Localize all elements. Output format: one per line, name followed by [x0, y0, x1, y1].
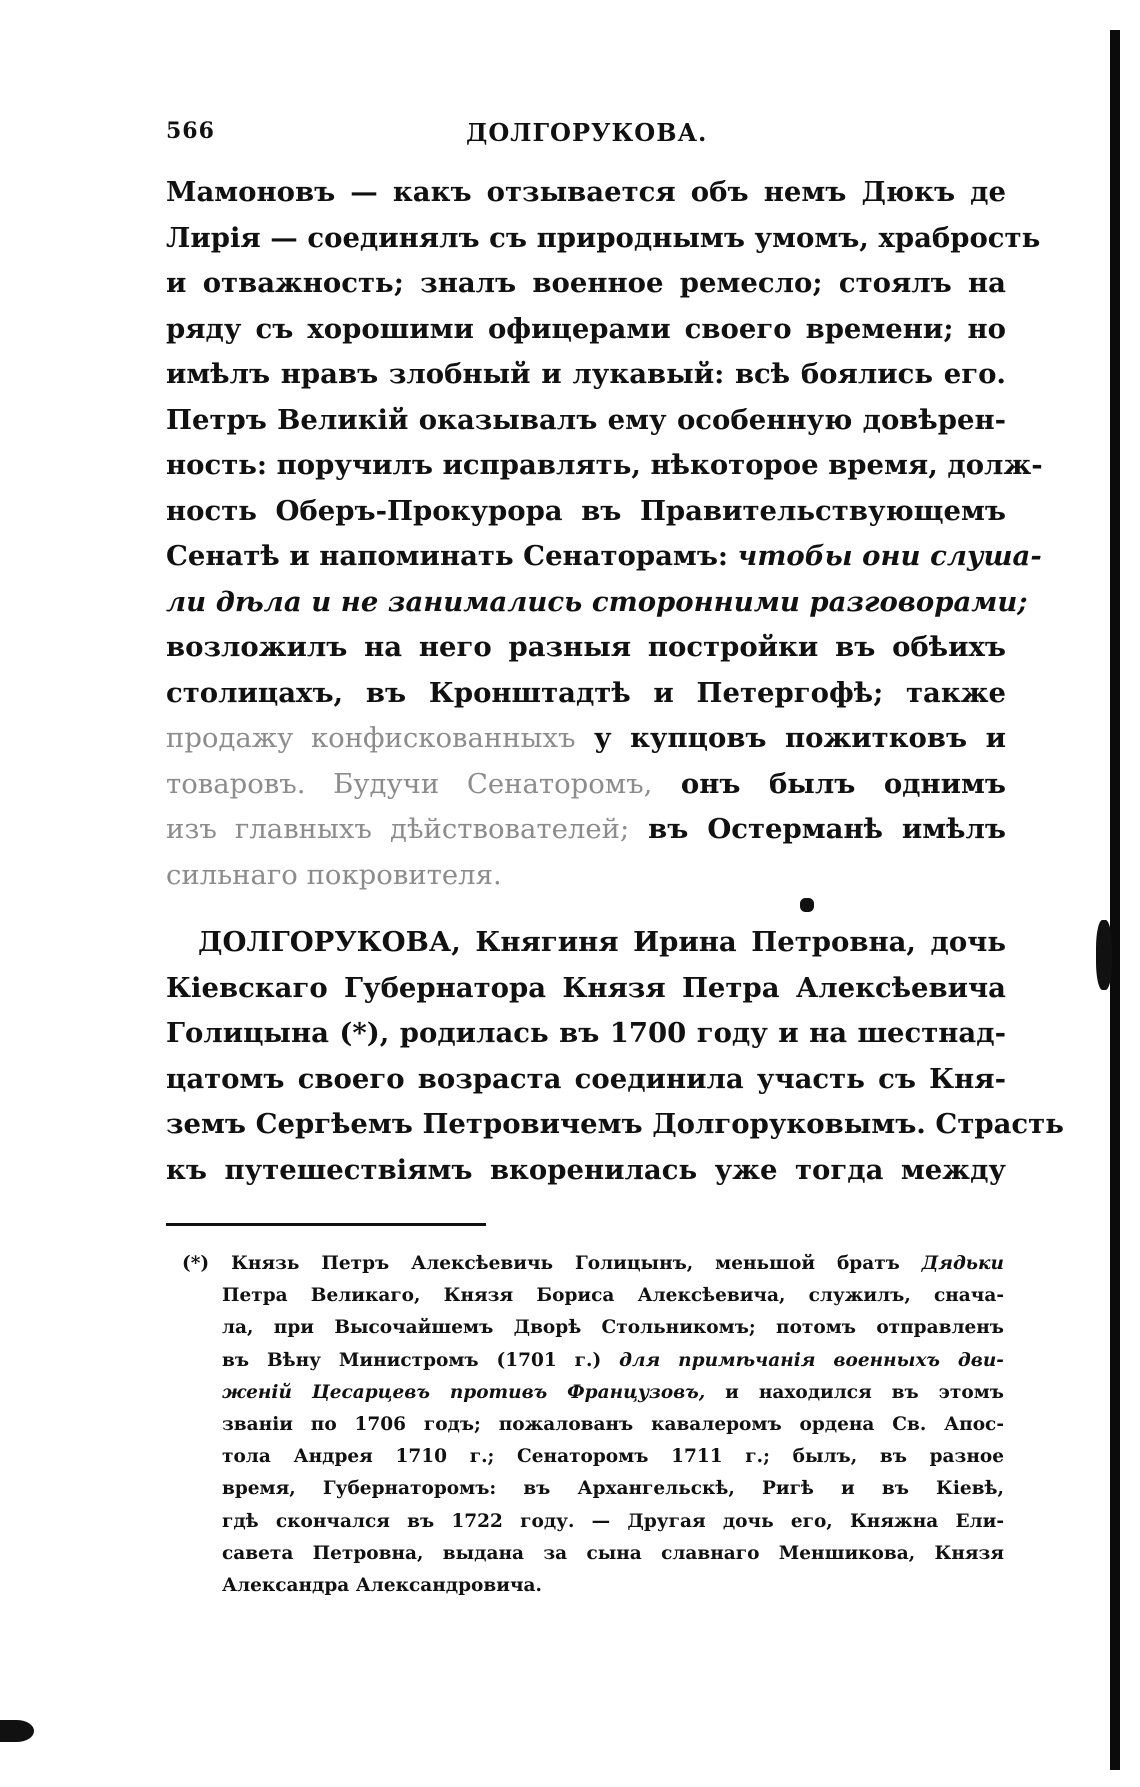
text-line: Лирія — соединялъ съ природнымъ умомъ, храбрость [166, 221, 1041, 254]
scan-artifact-blob [1096, 920, 1112, 990]
text-span: Сенатѣ и напоминать Сенаторамъ: [166, 540, 729, 572]
text-line [166, 807, 1006, 853]
text-line: возложилъ на него разныя постройки въ обѣихъ [166, 631, 1006, 663]
text-line: ность: поручилъ исправлять, нѣкоторое время, долж- [166, 449, 1043, 481]
footnote-line: Александра Александровича. [222, 1575, 542, 1597]
footnote-line [182, 1280, 1004, 1312]
text-line: ДОЛГОРУКОВА, Княгиня Ирина Петровна, дочь [198, 926, 1006, 958]
text-line: Кіевскаго Губернатора Князя Петра Алексѣевича [166, 971, 1006, 1004]
italic-text: женій Цесарцевъ противъ Французовъ, [222, 1381, 706, 1403]
italic-quote: ли дѣла и не занимались сторонними разговорами; [166, 585, 1028, 618]
text-line [166, 716, 1006, 762]
faded-text: продажу конфискованныхъ [166, 722, 576, 754]
footnote-line [182, 1248, 1004, 1280]
footnote-line: время, Губернаторомъ: въ Архангельскѣ, Ригѣ и въ Кіевѣ, [222, 1478, 1004, 1500]
footnote-line [182, 1345, 1004, 1377]
scan-artifact-mark [0, 1720, 34, 1742]
text-span: Князя Бориса Алексѣевича, служилъ, снача- [443, 1285, 1004, 1307]
scan-edge-shadow [1110, 30, 1120, 1770]
text-span: Петра Великаго, [222, 1285, 421, 1307]
text-line [166, 762, 1006, 808]
faded-text: изъ главныхъ дѣйствователей; [166, 813, 630, 845]
text-line: ность Оберъ-Прокурора въ Правительствующемъ [166, 494, 1006, 527]
italic-text: Дядьки [921, 1253, 1004, 1274]
footnote-line: гдѣ скончался въ 1722 году. — Другая дочь его, Княжна Ели- [222, 1510, 1004, 1532]
text-line: столицахъ, въ Кронштадтѣ и Петергофѣ; также [166, 676, 1006, 709]
italic-quote: чтобы они слуша- [737, 540, 1042, 572]
footnote-divider [166, 1223, 486, 1226]
footnote-line: савета Петровна, выдана за сына славнаго Меншикова, Князя [222, 1542, 1004, 1564]
footnote-line [182, 1377, 1004, 1409]
text-line: ряду съ хорошими офицерами своего времени; но [166, 312, 1006, 345]
text-span: (*) Князь Петръ Алексѣевичь Голицынъ, меньшой братъ [182, 1253, 900, 1274]
footnote-line: ла, при Высочайшемъ Дворѣ Стольникомъ; потомъ отправленъ [222, 1317, 1004, 1339]
text-span: и находился въ этомъ [725, 1381, 1004, 1403]
text-span: у купцовъ пожитковъ и [593, 722, 1006, 754]
paragraph-continuation [166, 170, 1043, 898]
text-span: въ Вѣну Министромъ (1701 г.) [222, 1349, 602, 1371]
running-head: ДОЛГОРУКОВА. [466, 118, 708, 147]
entry-paragraph [166, 920, 1064, 1193]
text-span: онъ былъ однимъ [680, 767, 1006, 800]
text-line: Петръ Великій оказывалъ ему особенную довѣрен- [166, 403, 1006, 436]
text-line: и отважность; зналъ военное ремесло; стоялъ на [166, 267, 1006, 299]
text-line [166, 534, 1042, 580]
text-line: цатомъ своего возраста соединила участь съ Кня- [166, 1062, 1006, 1095]
page-number: 566 [166, 118, 215, 144]
text-line: къ путешествіямъ вкоренилась уже тогда между [166, 1153, 1006, 1186]
text-span: въ Остерманѣ имѣлъ [648, 813, 1006, 845]
text-line: Мамоновъ — какъ отзывается объ немъ Дюкъ де [166, 176, 1006, 208]
footnote [182, 1248, 1004, 1602]
text-line: земъ Сергѣемъ Петровичемъ Долгоруковымъ. Страсть [166, 1108, 1064, 1140]
scan-artifact-blob [800, 898, 814, 912]
faded-text: сильнаго покровителя. [166, 858, 502, 891]
faded-text: товаровъ. Будучи Сенаторомъ, [166, 767, 653, 800]
text-line: Голицына (*), родилась въ 1700 году и на шестнад- [166, 1017, 1006, 1049]
text-line: имѣлъ нравъ злобный и лукавый: всѣ боялись его. [166, 358, 1006, 390]
italic-text: для примѣчанія военныхъ дви- [619, 1349, 1004, 1371]
footnote-line: тола Андрея 1710 г.; Сенаторомъ 1711 г.; былъ, въ разное [222, 1446, 1004, 1468]
footnote-line: званіи по 1706 годъ; пожалованъ кавалеромъ ордена Св. Апос- [222, 1414, 1004, 1436]
